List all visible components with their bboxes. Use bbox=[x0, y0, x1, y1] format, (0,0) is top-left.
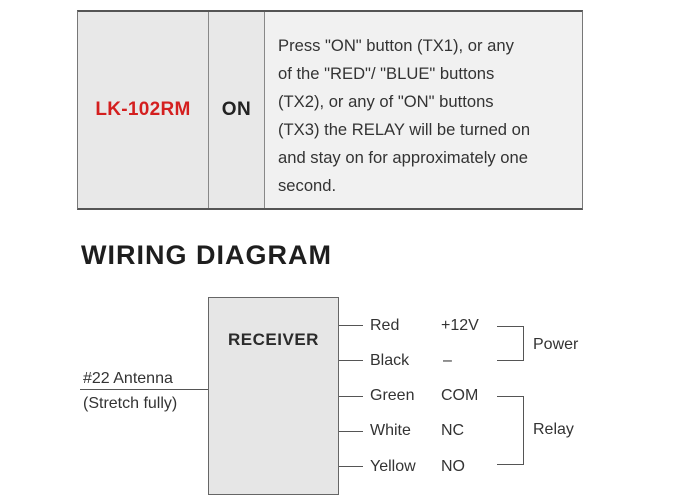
description-line: and stay on for approximately one bbox=[278, 148, 528, 167]
state-label: ON bbox=[221, 99, 252, 120]
signal-com: COM bbox=[441, 387, 479, 404]
wire-color-green: Green bbox=[370, 387, 415, 404]
wire-color-yellow: Yellow bbox=[370, 458, 416, 475]
signal-nc: NC bbox=[441, 422, 465, 439]
signal-no: NO bbox=[441, 458, 465, 475]
description-line: (TX2), or any of "ON" buttons bbox=[278, 92, 494, 111]
description-line: second. bbox=[278, 176, 337, 195]
relay-group-label: Relay bbox=[533, 421, 574, 438]
description-line: (TX3) the RELAY will be turned on bbox=[278, 120, 531, 139]
description-line: of the "RED"/ "BLUE" buttons bbox=[278, 64, 495, 83]
relay-bracket bbox=[497, 397, 524, 465]
signal-ground: – bbox=[443, 352, 452, 369]
wire-color-red: Red bbox=[370, 317, 400, 334]
antenna-label: #22 Antenna bbox=[83, 370, 173, 387]
description-line: Press "ON" button (TX1), or any bbox=[278, 36, 514, 55]
model-name: LK-102RM bbox=[95, 99, 191, 120]
receiver-label: RECEIVER bbox=[228, 330, 319, 349]
wire-color-black: Black bbox=[370, 352, 410, 369]
power-group-label: Power bbox=[533, 336, 579, 353]
wire-color-white: White bbox=[370, 422, 411, 439]
signal-plus-12v: +12V bbox=[441, 317, 479, 334]
antenna-note: (Stretch fully) bbox=[83, 395, 178, 412]
power-bracket bbox=[497, 327, 524, 361]
wiring-diagram-title: WIRING DIAGRAM bbox=[81, 240, 332, 270]
